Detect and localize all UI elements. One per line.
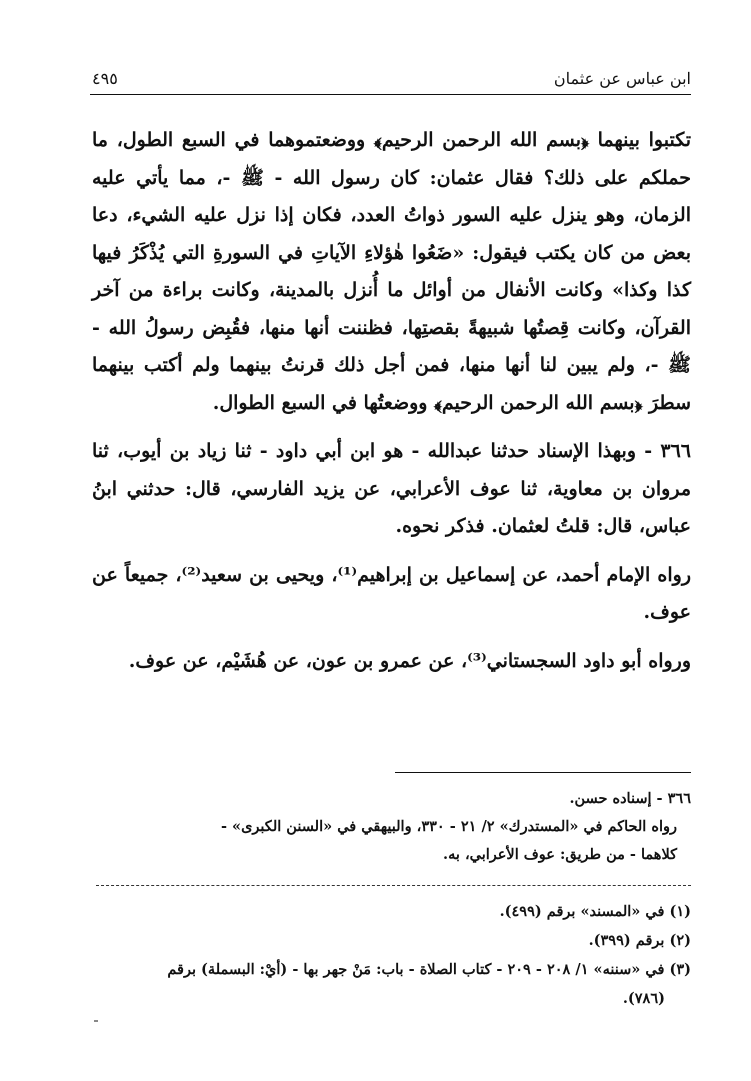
header-divider xyxy=(90,94,691,95)
takhrij-line: ٣٦٦ - إسناده حسن. xyxy=(569,790,691,807)
main-text xyxy=(92,122,691,680)
paragraph-abu-dawud-narration: ورواه أبو داود السجستاني⁽³⁾، عن عمرو بن عون، عن هُشَيْم، عن عوف. xyxy=(128,649,691,672)
running-header xyxy=(92,62,691,88)
footnotes xyxy=(88,897,691,1013)
paragraph-hadith-366: ٣٦٦ - وبهذا الإسناد حدثنا عبدالله - هو ابن أبي داود - ثنا زياد بن أيوب، ثنا مروان بن معاوية، ثنا عوف الأعرابي، عن يزيد الفارسي، قال: حدثني ابنُ عباس، قال: قلتُ لعثمان. فذكر نحوه. xyxy=(92,440,691,537)
page-number: ٤٩٥ xyxy=(92,69,118,88)
footnote-2: (٢) برقم (٣٩٩). xyxy=(588,932,691,949)
footnote-1: (١) في «المسند» برقم (٤٩٩). xyxy=(499,903,691,920)
footnote-3-continuation: (٧٨٦). xyxy=(622,990,665,1007)
takhrij-line: رواه الحاكم في «المستدرك» ٢/ ٢١ - ٣٣٠، والبيهقي في «السنن الكبرى» - xyxy=(220,818,677,835)
paragraph-hadith-continuation: تكتبوا بينهما ﴿بسم الله الرحمن الرحيم﴾ ووضعتموهما في السبع الطول، ما حملكم على ذلك؟ فقال عثمان: كان رسول الله - ﷺ -، مما يأتي عليه الزمان، وهو ينزل عليه السور ذواتُ العدد، فكان إذا نزل عليه الشيء، دعا بعض من كان يكتب فيقول: «ضَعُوا هٰؤلاءِ الآياتِ في السورةِ التي يُذْكَرُ فيها كذا وكذا» وكانت الأنفال من أوائل ما أُنزل بالمدينة، وكانت براءة من آخر القرآن، وكانت قِصتُها شبيهةً بقصتِها، فظننت أنها منها، فقُبِض رسولُ الله - ﷺ -، ولم يبين لنا أنها منها، فمن أجل ذلك قرنتُ بينهما ولم أكتب بينهما سطرَ ﴿بسم الله الرحمن الرحيم﴾ ووضعتُها في السبع الطوال. xyxy=(92,129,691,414)
footnotes-divider xyxy=(96,885,691,886)
takhrij-notes xyxy=(88,785,691,869)
paragraph-ahmad-narration: رواه الإمام أحمد، عن إسماعيل بن إبراهيم⁽¹⁾، ويحيى بن سعيد⁽²⁾، جميعاً عن عوف. xyxy=(92,563,691,623)
footnote-3: (٣) في «سننه» ١/ ٢٠٨ - ٢٠٩ - كتاب الصلاة - باب: مَنْ جهر بها - (أيْ: البسملة) برقم xyxy=(167,961,691,978)
scan-mark xyxy=(94,1020,98,1022)
running-title: ابن عباس عن عثمان xyxy=(553,69,691,88)
takhrij-line: كلاهما - من طريق: عوف الأعرابي، به. xyxy=(443,846,677,863)
takhrij-divider xyxy=(395,772,691,773)
